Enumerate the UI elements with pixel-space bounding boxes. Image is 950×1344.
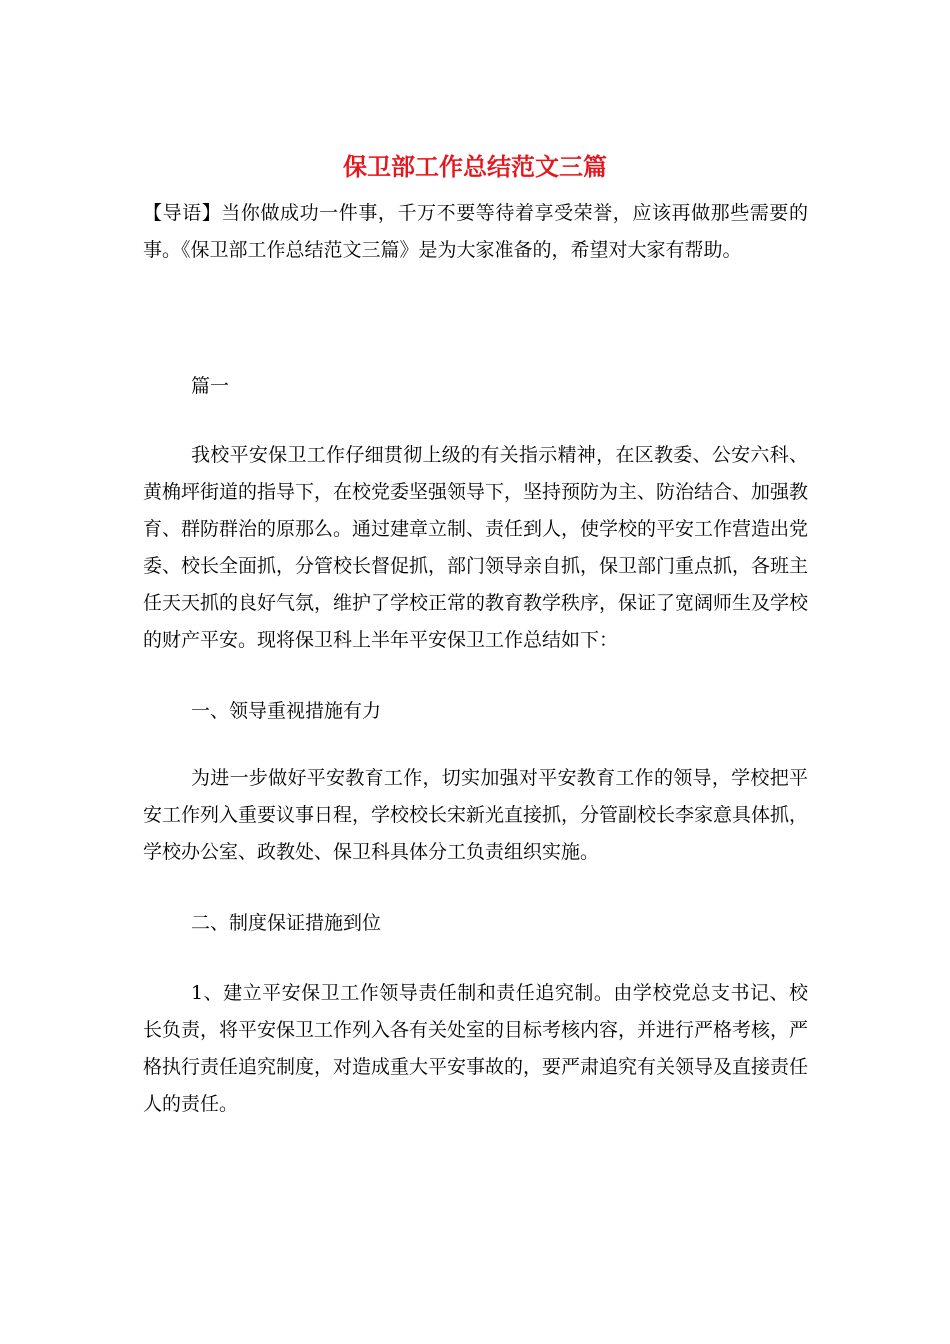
- subheading-1: 一、领导重视措施有力: [191, 700, 382, 722]
- section-heading: 篇一: [191, 375, 230, 397]
- document-title: 保卫部工作总结范文三篇: [343, 152, 607, 181]
- subheading-2: 二、制度保证措施到位: [191, 912, 382, 934]
- intro-paragraph: 【导语】当你做成功一件事，千万不要等待着享受荣誉，应该再做那些需要的事。《保卫部工作总结范文三篇》是为大家准备的，希望对大家有帮助。: [143, 202, 808, 261]
- body-paragraph-2: 为进一步做好平安教育工作，切实加强对平安教育工作的领导，学校把平安工作列入重要议事日程，学校校长宋新光直接抓，分管副校长李家意具体抓，学校办公室、政教处、保卫科具体分工负责组织实施。: [143, 767, 809, 863]
- body-paragraph-1: 我校平安保卫工作仔细贯彻上级的有关指示精神，在区教委、公安六科、黄桷坪街道的指导下，在校党委坚强领导下，坚持预防为主、防治结合、加强教育、群防群治的原那么。通过建章立制、责任到人，使学校的平安工作营造出党委、校长全面抓，分管校长督促抓，部门领导亲自抓，保卫部门重点抓，各班主任天天抓的良好气氛，维护了学校正常的教育教学秩序，保证了宽阔师生及学校的财产平安。现将保卫科上半年平安保卫工作总结如下：: [143, 444, 809, 651]
- body-paragraph-3: 1、建立平安保卫工作领导责任制和责任追究制。由学校党总支书记、校长负责，将平安保卫工作列入各有关处室的目标考核内容，并进行严格考核，严格执行责任追究制度，对造成重大平安事故的，要严肃追究有关领导及直接责任人的责任。: [143, 982, 809, 1115]
